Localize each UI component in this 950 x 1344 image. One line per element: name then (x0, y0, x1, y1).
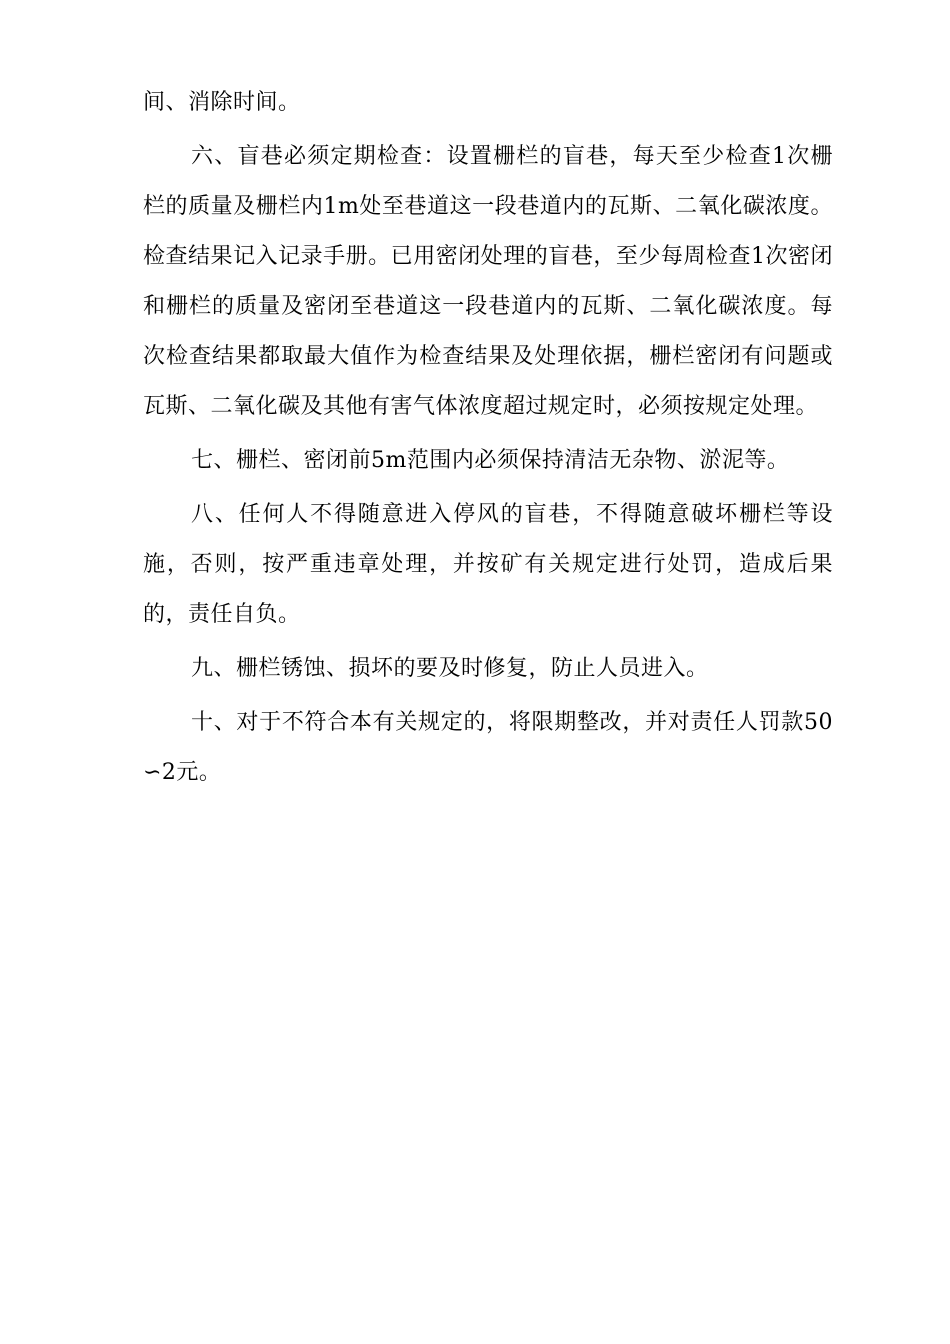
paragraph-item-10: 十、对于不符合本有关规定的，将限期整改，并对责任人罚款50∽2元。 (143, 710, 833, 785)
paragraph-item-9: 九、栅栏锈蚀、损坏的要及时修复，防止人员进入。 (191, 656, 709, 681)
paragraph-item-6: 六、盲巷必须定期检查：设置栅栏的盲巷，每天至少检查1次栅栏的质量及栅栏内1m处至巷道这一段巷道内的瓦斯、二氧化碳浓度。检查结果记入记录手册。已用密闭处理的盲巷，至少每周检查1次密闭和栅栏的质量及密闭至巷道这一段巷道内的瓦斯、二氧化碳浓度。每次检查结果都取最大值作为检查结果及处理依据，栅栏密闭有问题或瓦斯、二氧化碳及其他有害气体浓度超过规定时，必须按规定处理。 (143, 144, 833, 419)
paragraph-continuation: 间、消除时间。 (143, 90, 301, 115)
paragraph-item-8: 八、任何人不得随意进入停风的盲巷，不得随意破坏栅栏等设施，否则，按严重违章处理，并按矿有关规定进行处罚，造成后果的，责任自负。 (143, 502, 833, 627)
document-body (143, 78, 833, 798)
paragraph-item-7: 七、栅栏、密闭前5m范围内必须保持清洁无杂物、淤泥等。 (191, 448, 790, 473)
